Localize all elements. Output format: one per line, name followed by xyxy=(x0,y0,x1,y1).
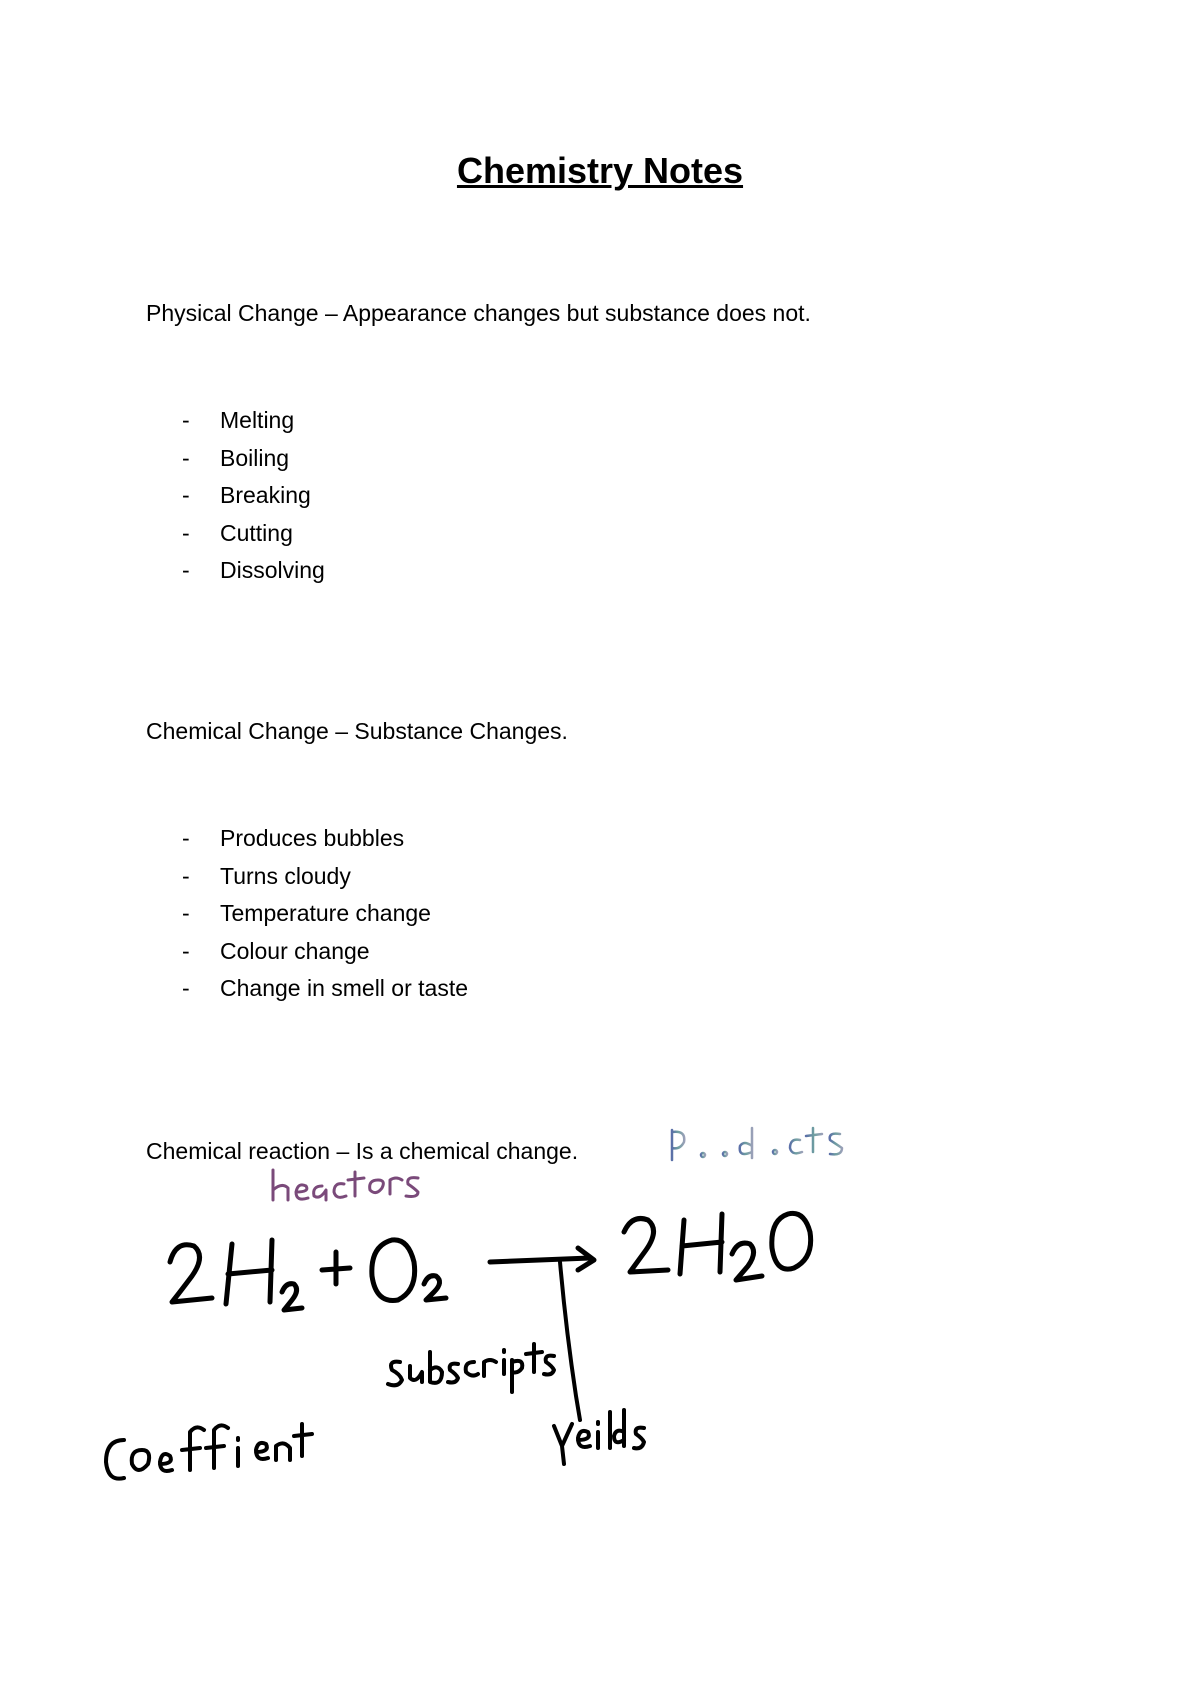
page-title: Chemistry Notes xyxy=(456,150,744,191)
list-item: - Breaking xyxy=(182,477,325,515)
physical-change-heading: Physical Change – Appearance changes but substance does not. xyxy=(146,300,811,326)
yields-pointer-line xyxy=(560,1262,580,1420)
yields-handwriting xyxy=(554,1410,644,1464)
list-marker: - xyxy=(182,825,190,851)
chemical-change-heading: Chemical Change – Substance Changes. xyxy=(146,718,568,744)
list-item: - Melting xyxy=(182,402,325,440)
list-item: - Colour change xyxy=(182,933,468,971)
chemical-reaction-heading: Chemical reaction – Is a chemical change. xyxy=(146,1138,579,1164)
list-marker: - xyxy=(182,557,190,583)
list-item: - Turns cloudy xyxy=(182,858,468,896)
list-marker: - xyxy=(182,444,190,471)
list-marker: - xyxy=(182,407,190,433)
reactants-handwriting xyxy=(273,1170,418,1200)
coefficient-handwriting xyxy=(106,1424,312,1479)
list-item: - Change in smell or taste xyxy=(182,970,468,1008)
list-marker: - xyxy=(182,482,190,508)
products-handwriting xyxy=(672,1128,842,1160)
list-marker: - xyxy=(182,519,190,546)
list-item: - Boiling xyxy=(182,440,325,478)
list-marker: - xyxy=(182,900,190,926)
list-item: - Produces bubbles xyxy=(182,820,468,858)
list-marker: - xyxy=(182,862,190,889)
list-marker: - xyxy=(182,937,190,964)
list-item: - Dissolving xyxy=(182,552,325,590)
list-item: - Cutting xyxy=(182,515,325,553)
list-item: - Temperature change xyxy=(182,895,468,933)
equation-handwriting xyxy=(170,1213,811,1310)
list-marker: - xyxy=(182,975,190,1001)
subscripts-handwriting xyxy=(388,1344,554,1392)
